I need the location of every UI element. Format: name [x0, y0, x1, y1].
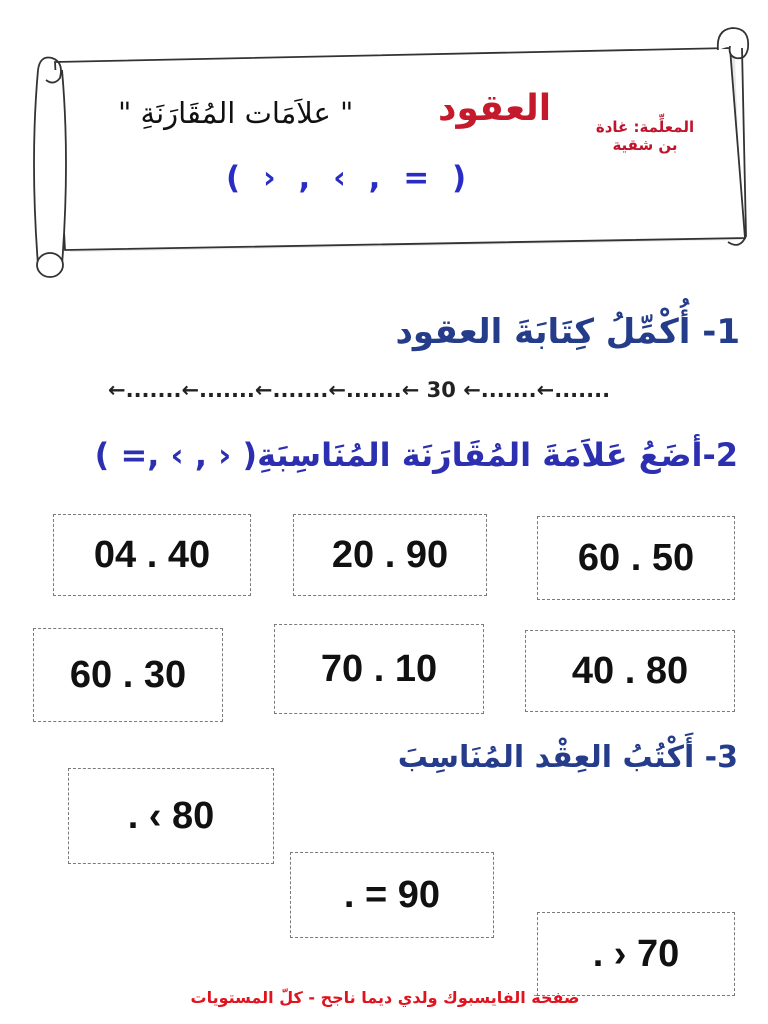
teacher-label: المعلِّمة: غادة: [595, 118, 695, 136]
compare-box-4[interactable]: 40 . 80: [525, 630, 735, 712]
write-box-1[interactable]: . ‹ 80: [68, 768, 274, 864]
compare-box-3[interactable]: 04 . 40: [53, 514, 251, 596]
teacher-surname: بن شقية: [612, 136, 678, 154]
section2-heading: 2-أضَعُ عَلاَمَةَ المُقَارَنَة المُنَاسِبَةِ( ‹ , › ,= ): [94, 436, 738, 474]
comparison-symbols: ( › , ‹ , = ): [226, 160, 473, 196]
write-box-2[interactable]: . = 90: [290, 852, 494, 938]
teacher-name: [575, 118, 715, 154]
section3-heading: 3- أَكْتُبُ العِقْد المُنَاسِبَ: [397, 740, 738, 775]
compare-box-2[interactable]: 20 . 90: [293, 514, 487, 596]
number-sequence: ←.......←.......←.......←.......← 30 ←.......←.......: [108, 378, 611, 402]
lesson-title: العقود: [438, 88, 552, 129]
lesson-subtitle: " علاَمَات المُقَارَنَةِ ": [118, 96, 354, 130]
compare-box-1[interactable]: 60 . 50: [537, 516, 735, 600]
footer-credit: صفحة الفايسبوك ولدي ديما ناجح - كلّ المستويات: [190, 988, 580, 1007]
write-box-3[interactable]: . › 70: [537, 912, 735, 996]
compare-box-6[interactable]: 60 . 30: [33, 628, 223, 722]
section1-heading: 1- أُكْمِّلُ كِتَابَةَ العقود: [395, 312, 740, 352]
compare-box-5[interactable]: 70 . 10: [274, 624, 484, 714]
